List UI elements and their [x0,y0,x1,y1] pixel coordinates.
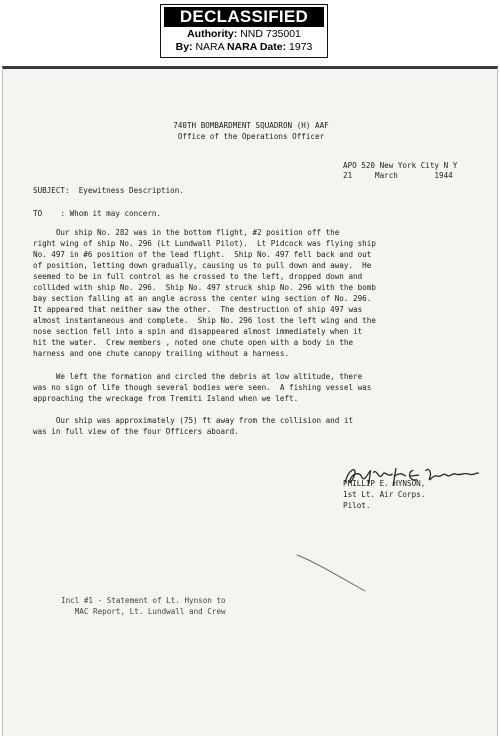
body-line: nose section fell into a spin and disappeared almost immediately when it [33,327,363,336]
letterhead-office: Office of the Operations Officer [177,132,325,141]
body-line: seemed to be in full control as he crossed to the left, dropped down and [33,272,363,281]
memo-page [2,66,498,736]
to-value: Whom it may concern. [69,209,162,218]
body-line: of position, letting down gradually, causing us to pull down and away. He [33,261,372,270]
stamp-title: DECLASSIFIED [164,7,324,27]
enclosure-line: Incl #1 - Statement of Lt. Hynson to [61,596,226,605]
stamp-authority: Authority: NND 735001 [187,28,301,40]
to-label: TO [33,209,43,218]
body-line: was in full view of the four Officers aboard. [33,427,239,436]
declassified-stamp [160,4,328,58]
signer-rank: 1st Lt. Air Corps. [343,490,426,499]
signer-name: PHILLIP E. HYNSON, [343,479,426,488]
body-line: Our ship No. 282 was in the bottom flight, #2 position off the [33,228,340,237]
body-line: We left the formation and circled the debris at low altitude, there [33,372,363,381]
body-line: almost instantaneous and complete. Ship No. 296 lost the left wing and the [33,316,376,325]
signer-role: Pilot. [343,501,371,510]
body-line: collided with ship No. 296. Ship No. 497 struck ship No. 296 with the bomb [33,283,376,292]
body-line: harness and one chute canopy trailing without a harness. [33,349,290,358]
subject-label: SUBJECT: [33,186,70,195]
dateline-apo: APO 520 New York City N Y [343,161,458,170]
to-line: TO : Whom it may concern. [33,209,162,218]
body-line: It appeared that neither saw the other. The destruction of ship 497 was [33,305,363,314]
letterhead-unit: 740TH BOMBARDMENT SQUADRON (H) AAF [173,121,329,130]
dateline-date: 21 March 1944 [343,171,453,180]
pencil-check-mark [293,547,373,595]
body-line: hit the water. Crew members , noted one chute open with a body in the [33,338,354,347]
body-line: bay section falling at an angle across the center wing section of No. 296. [33,294,372,303]
body-line: Our ship was approximately (75) ft away from the collision and it [33,416,354,425]
body-line: right wing of ship No. 296 (Lt Lundwall Pilot). Lt Pidcock was flying ship [33,239,376,248]
body-line: was no sign of life though several bodies were seen. A fishing vessel was [33,383,372,392]
subject-line [33,186,184,197]
enclosure-line: MAC Report, Lt. Lundwall and Crew [61,607,226,616]
stamp-by-line: By: NARA NARA Date: 1973 [175,41,313,53]
subject-value: Eyewitness Description. [78,186,184,195]
body-line: No. 497 in #6 position of the lead flight. Ship No. 497 fell back and out [33,250,372,259]
body-line: approaching the wreckage from Tremiti Island when we left. [33,394,299,403]
